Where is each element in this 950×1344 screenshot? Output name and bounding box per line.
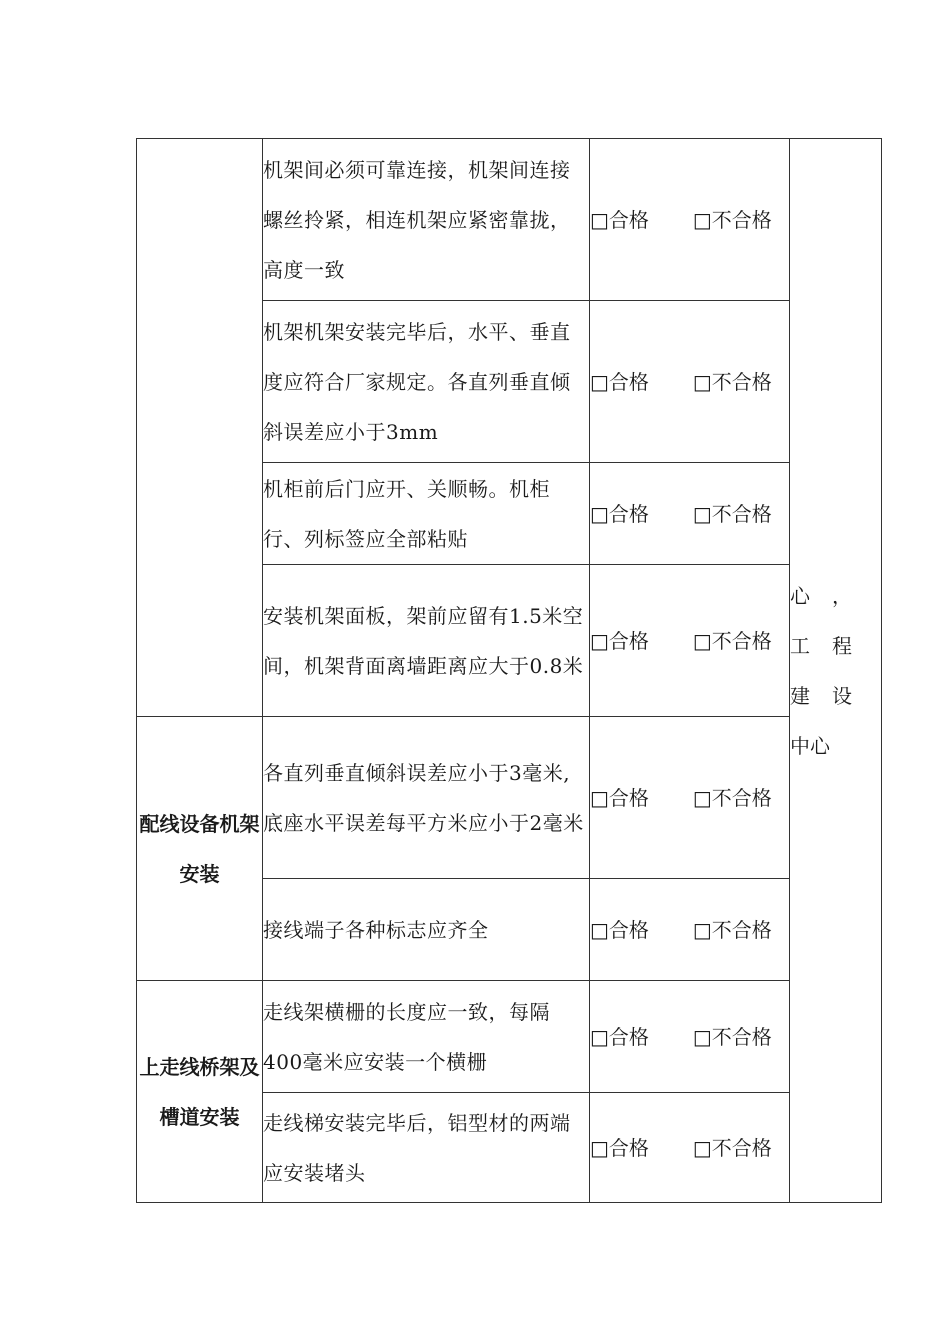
pass-checkbox[interactable]: □合格 bbox=[590, 1135, 649, 1160]
fail-checkbox[interactable]: □不合格 bbox=[692, 207, 772, 232]
pass-checkbox[interactable]: □合格 bbox=[590, 917, 649, 942]
result-cell bbox=[590, 139, 790, 301]
table-row bbox=[137, 139, 882, 301]
requirement-cell: 机架机架安装完毕后，水平、垂直度应符合厂家规定。各直列垂直倾斜误差应小于3mm bbox=[263, 301, 590, 463]
requirement-cell: 安装机架面板，架前应留有1.5米空间，机架背面离墙距离应大于0.8米 bbox=[263, 565, 590, 717]
fail-checkbox[interactable]: □不合格 bbox=[692, 1024, 772, 1049]
note-line: 建 设 bbox=[790, 683, 852, 708]
table-row bbox=[137, 981, 882, 1093]
requirement-cell: 走线梯安装完毕后，铝型材的两端应安装堵头 bbox=[263, 1093, 590, 1203]
category-cable-tray: 上走线桥架及槽道安装 bbox=[137, 981, 263, 1203]
fail-checkbox[interactable]: □不合格 bbox=[692, 785, 772, 810]
fail-checkbox[interactable]: □不合格 bbox=[692, 501, 772, 526]
fail-checkbox[interactable]: □不合格 bbox=[692, 369, 772, 394]
pass-checkbox[interactable]: □合格 bbox=[590, 501, 649, 526]
result-cell bbox=[590, 301, 790, 463]
inspection-table bbox=[136, 138, 882, 1203]
note-cell bbox=[790, 139, 882, 1203]
fail-checkbox[interactable]: □不合格 bbox=[692, 917, 772, 942]
requirement-cell: 机柜前后门应开、关顺畅。机柜行、列标签应全部粘贴 bbox=[263, 463, 590, 565]
result-cell bbox=[590, 879, 790, 981]
requirement-cell: 机架间必须可靠连接，机架间连接螺丝拎紧，相连机架应紧密靠拢，高度一致 bbox=[263, 139, 590, 301]
result-cell bbox=[590, 717, 790, 879]
note-line: 心 ， bbox=[790, 583, 852, 608]
result-cell bbox=[590, 565, 790, 717]
fail-checkbox[interactable]: □不合格 bbox=[692, 1135, 772, 1160]
pass-checkbox[interactable]: □合格 bbox=[590, 785, 649, 810]
note-line: 中心 bbox=[790, 733, 830, 758]
pass-checkbox[interactable]: □合格 bbox=[590, 207, 649, 232]
requirement-cell: 走线架横栅的长度应一致，每隔400毫米应安装一个横栅 bbox=[263, 981, 590, 1093]
requirement-cell: 各直列垂直倾斜误差应小于3毫米,底座水平误差每平方米应小于2毫米 bbox=[263, 717, 590, 879]
note-line: 工 程 bbox=[790, 633, 852, 658]
result-cell bbox=[590, 1093, 790, 1203]
pass-checkbox[interactable]: □合格 bbox=[590, 1024, 649, 1049]
table-row bbox=[137, 717, 882, 879]
pass-checkbox[interactable]: □合格 bbox=[590, 369, 649, 394]
result-cell bbox=[590, 463, 790, 565]
fail-checkbox[interactable]: □不合格 bbox=[692, 628, 772, 653]
pass-checkbox[interactable]: □合格 bbox=[590, 628, 649, 653]
requirement-cell: 接线端子各种标志应齐全 bbox=[263, 879, 590, 981]
category-cabinet: 配线设备机架安装 bbox=[137, 717, 263, 981]
result-cell bbox=[590, 981, 790, 1093]
category-cell-empty bbox=[137, 139, 263, 717]
